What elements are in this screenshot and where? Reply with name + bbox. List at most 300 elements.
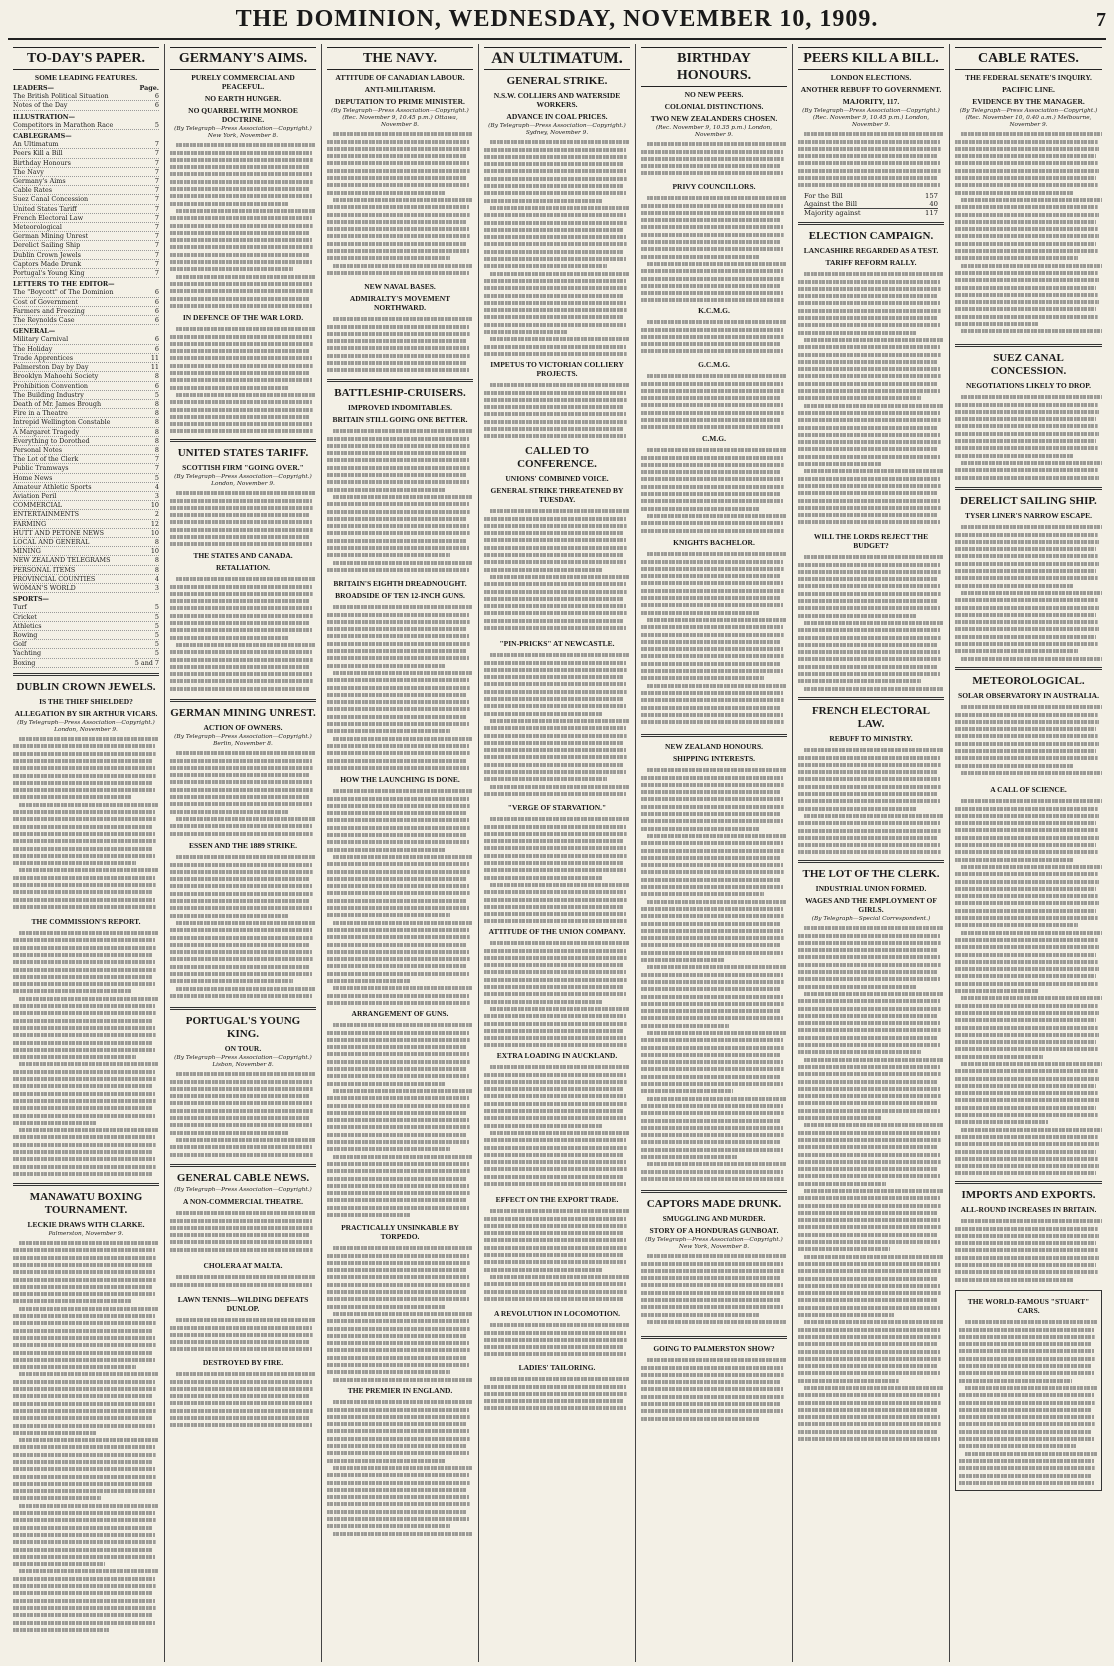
text-line [170,759,312,763]
index-label: Cable Rates [13,186,53,195]
text-line [955,271,1098,275]
text-line [641,987,781,991]
text-line [804,132,944,136]
index-row [13,547,159,556]
text-line [170,788,313,792]
derelict-heading: DERELICT SAILING SHIP. [960,495,1097,507]
text-line [13,1329,153,1333]
text-line [955,916,1098,920]
navy-heading: THE NAVY. [327,47,473,70]
text-line [484,763,624,767]
effect-sub: EFFECT ON THE EXPORT TRADE. [495,1195,619,1204]
index-row [13,251,159,260]
text-line [955,894,1098,898]
text-line [798,843,940,847]
index-page [155,280,159,288]
text-line [13,1011,156,1015]
text-line [13,1099,156,1103]
text-line [955,562,1099,566]
text-line [170,172,312,176]
index-row [13,232,159,241]
text-line [798,650,940,654]
text-line [484,985,624,989]
text-line [170,1233,310,1237]
text-line [327,1268,467,1272]
revolution-body [484,1320,630,1360]
text-line [641,1133,784,1137]
text-line [955,205,1098,209]
text-line [641,827,759,831]
text-line [798,763,941,767]
text-line [327,1104,470,1108]
text-line [959,1335,1095,1339]
text-line [955,1241,1096,1245]
text-line [490,1065,630,1069]
text-line [484,690,627,694]
text-line [327,1111,467,1115]
text-line [327,1334,467,1338]
derelict-body [955,522,1102,662]
captors-body [641,1251,787,1331]
text-line [641,1170,783,1174]
index-label: Trade Apprentices [13,353,74,362]
text-line [798,1233,938,1237]
index-row [13,556,159,565]
text-line [641,1119,781,1123]
text-line [484,1182,626,1186]
index-row [13,428,159,437]
index-label: Yachting [13,649,42,658]
text-line [641,470,781,474]
text-line [327,634,469,638]
text-line [641,291,783,295]
text-line [641,277,784,281]
suez-body [955,392,1102,482]
index-row [13,316,159,325]
suez-sub: NEGOTIATIONS LIKELY TO DROP. [965,381,1092,390]
text-line [327,1133,467,1137]
text-line [798,1342,938,1346]
text-line [955,432,1099,436]
text-line [176,275,316,279]
text-line [955,642,1098,646]
text-line [13,1004,155,1008]
text-line [961,461,1102,465]
text-line [333,198,473,202]
text-line [327,1125,470,1129]
text-line [333,1246,473,1250]
text-line [484,1102,627,1106]
text-line [484,611,627,615]
election-body [798,269,944,529]
text-line [327,517,467,521]
text-line [170,810,288,814]
text-line [170,1094,310,1098]
pinpricks-sub: "PIN-PRICKS" AT NEWCASTLE. [499,639,615,648]
text-line [170,802,312,806]
text-line [484,517,626,521]
text-line [327,1169,470,1173]
text-line [327,957,470,961]
index-page: 5 [154,630,159,639]
text-line [327,1459,445,1463]
text-line [959,1408,1092,1412]
strike-heading: GENERAL STRIKE. [506,75,608,87]
text-line [484,1406,626,1410]
vote-majority: 117 [925,209,938,217]
index-label: Turf [13,603,27,612]
text-line [641,298,784,302]
text-line [641,560,783,564]
text-line [961,132,1102,136]
text-line [484,1043,627,1047]
text-line [798,999,940,1003]
text-line [647,1097,787,1101]
index-label: Palmerston Day by Day [13,363,89,372]
text-line [13,1431,96,1435]
index-page: 7 [154,232,159,241]
text-line [641,1291,784,1295]
meteo-heading: METEOROLOGICAL. [972,675,1085,687]
text-line [961,329,1102,333]
index-row [13,566,159,575]
text-line [798,1145,938,1149]
text-line [641,382,783,386]
text-line [484,1116,626,1120]
premier-body [327,1397,473,1537]
text-line [798,836,938,840]
index-label: WOMAN'S WORLD [13,583,76,592]
tariff-heading: UNITED STATES TARIFF. [177,447,309,459]
text-line [170,943,310,947]
stuart-cars-body [959,1317,1098,1487]
text-line [641,567,784,571]
mining-sub: ACTION OF OWNERS. [203,723,283,732]
text-line [327,473,467,477]
text-line [798,382,938,386]
vote-against-label: Against the Bill [804,200,858,208]
text-line [484,531,624,535]
text-line [176,751,316,755]
text-line [804,1255,944,1259]
text-line [170,899,310,903]
text-line [327,994,469,998]
text-line [798,1401,941,1405]
text-line [327,1356,467,1360]
text-line [798,799,940,803]
index-page: 7 [154,259,159,268]
text-line [484,294,624,298]
text-line [13,982,155,986]
text-line [13,788,155,792]
text-line [170,687,310,691]
shipping-body [641,765,787,1185]
text-line [798,287,941,291]
conference-heading: CALLED TO CONFERENCE. [517,445,597,470]
armament-body [327,1020,473,1220]
column-3 [322,44,479,1662]
text-line [484,963,624,967]
text-line [798,577,938,581]
text-line [327,220,467,224]
text-line [955,1171,1096,1175]
text-line [327,1283,470,1287]
text-line [798,1277,938,1281]
text-line [13,774,156,778]
text-line [327,480,469,484]
text-line [641,1075,781,1079]
text-line [13,752,156,756]
index-page: 10 [150,528,159,537]
text-line [170,950,312,954]
peers-sub2: ANOTHER REBUFF TO GOVERNMENT. [800,85,942,94]
tariff-sub: SCOTTISH FIRM "GOING OVER." [182,463,304,472]
text-line [804,338,944,342]
text-line [13,1106,153,1110]
text-line [327,546,469,550]
text-line [327,169,470,173]
text-line [641,698,784,702]
index-label: LOCAL AND GENERAL [13,537,90,546]
text-line [327,1363,469,1367]
text-line [327,1052,469,1056]
germany-body [170,140,316,310]
text-line [327,1488,467,1492]
text-line [490,1131,630,1135]
union-company-sub: ATTITUDE OF THE UNION COMPANY. [488,927,626,936]
index-page: 8 [154,427,159,436]
text-line [327,1327,470,1331]
text-line [327,656,469,660]
index-page: 7 [154,167,159,176]
text-line [798,1014,938,1018]
navy-body [327,129,473,279]
text-line [798,934,940,938]
text-line [798,970,938,974]
text-line [170,415,310,419]
honours-body [641,139,787,179]
index-row [13,168,159,177]
captors-credit: (By Telegraph—Press Association—Copyright.) New York, November 8. [645,1237,783,1250]
text-line [641,1269,784,1273]
text-line [641,1305,783,1309]
text-line [647,684,787,688]
text-line [647,514,787,518]
text-line [327,797,469,801]
text-line [490,383,630,387]
text-line [641,805,784,809]
text-line [959,1379,1072,1383]
text-line [13,1540,156,1544]
text-line [13,1019,153,1023]
peers-credit: (By Telegraph—Press Association—Copyright.) (Rec. November 9, 10.45 p.m.) London, November 9. [802,108,940,128]
text-line [798,1437,940,1441]
index-page: 7 [154,250,159,259]
text-line [647,900,787,904]
text-line [490,509,630,513]
index-page: 6 [154,306,159,315]
index-label: The Navy [13,167,44,176]
text-line [176,577,316,581]
impetus-body [484,380,630,440]
text-line [13,1409,156,1413]
text-line [13,968,156,972]
text-line [484,1238,626,1242]
text-line [170,994,312,998]
index-row [13,446,159,455]
text-line [327,502,469,506]
text-line [13,1445,155,1449]
election-heading: ELECTION CAMPAIGN. [808,230,934,242]
text-line [804,687,944,691]
germany-sub3: NO QUARREL WITH MONROE DOCTRINE. [188,106,298,124]
index-page [155,595,159,603]
text-line [327,1118,469,1122]
text-line [170,289,313,293]
text-line [327,744,469,748]
text-line [13,781,153,785]
text-line [798,176,938,180]
index-row [13,132,159,140]
text-line [959,1342,1092,1346]
text-line [961,865,1102,869]
text-line [13,1365,136,1369]
text-line [955,620,1098,624]
index-row [13,510,159,519]
text-line [959,1444,1076,1448]
index-label: Military Carnival [13,335,69,344]
index-label: Everything to Dorothed [13,436,90,445]
text-line [327,161,469,165]
text-line [641,1276,781,1280]
text-line [490,206,630,210]
text-line [798,941,941,945]
text-line [798,1262,940,1266]
retaliation-body [170,574,316,694]
text-line [333,1312,473,1316]
text-line [955,403,1098,407]
text-line [19,1504,159,1508]
boxing-place: Palmerston, November 9. [48,1230,124,1237]
text-line [327,1060,470,1064]
text-line [955,242,1096,246]
text-line [13,1606,156,1610]
text-line [955,1077,1099,1081]
text-line [176,921,316,925]
index-label: Athletics [13,621,42,630]
text-line [170,1401,312,1405]
text-line [484,1392,627,1396]
text-line [333,495,473,499]
text-line [170,535,310,539]
index-row [13,307,159,316]
text-line [19,931,159,935]
text-line [484,1282,626,1286]
text-line [170,1101,312,1105]
text-line [13,1150,153,1154]
text-line [959,1481,1094,1485]
text-line [327,804,470,808]
text-line [641,418,781,422]
index-label: Prohibition Convention [13,381,89,390]
text-line [798,1313,894,1317]
text-line [13,1621,155,1625]
text-line [484,546,627,550]
text-line [333,921,473,925]
text-line [641,574,781,578]
text-line [327,664,445,668]
text-line [798,679,921,683]
text-line [13,1026,155,1030]
text-line [170,371,310,375]
text-line [484,1260,626,1264]
text-line [13,825,153,829]
text-line [13,839,156,843]
index-page: 6 [154,381,159,390]
text-line [484,846,626,850]
eighth-sub: BRITAIN'S EIGHTH DREADNOUGHT. [333,579,467,588]
text-line [170,335,312,339]
text-line [327,1261,470,1265]
text-line [327,361,467,365]
text-line [170,606,312,610]
text-line [641,863,783,867]
lawn-sub: LAWN TENNIS—WILDING DEFEATS DUNLOP. [177,1295,309,1313]
text-line [327,751,470,755]
text-line [13,1343,156,1347]
text-line [798,353,941,357]
text-line [327,1415,470,1419]
text-line [170,824,312,828]
index-label: Cricket [13,612,37,621]
text-line [798,1393,940,1397]
index-page: 6 [154,297,159,306]
text-line [961,705,1102,709]
boxing-heading: MANAWATU BOXING TOURNAMENT. [29,1190,143,1216]
text-line [19,997,159,1001]
text-line [641,218,781,222]
text-line [13,1321,156,1325]
text-line [959,1328,1094,1332]
text-line [641,1082,783,1086]
text-line [798,1116,881,1120]
text-line [959,1437,1094,1441]
index-row [13,205,159,214]
text-line [13,1467,155,1471]
text-line [13,1475,156,1479]
vote-for: 157 [925,192,938,200]
text-line [13,1256,156,1260]
index-row [13,649,159,658]
text-line [955,843,1096,847]
text-line [484,1268,602,1272]
text-line [327,693,467,697]
text-line [13,1489,155,1493]
text-line [484,919,627,923]
text-line [484,169,626,173]
text-line [641,507,759,511]
text-line [641,640,781,644]
text-line [641,1140,781,1144]
text-line [13,1299,131,1303]
text-line [484,726,626,730]
nz-honours-sub: NEW ZEALAND HONOURS. [664,742,763,751]
text-line [798,520,940,524]
index-page: 8 [154,372,159,381]
text-line [798,1328,940,1332]
text-line [327,1348,470,1352]
text-line [490,272,630,276]
